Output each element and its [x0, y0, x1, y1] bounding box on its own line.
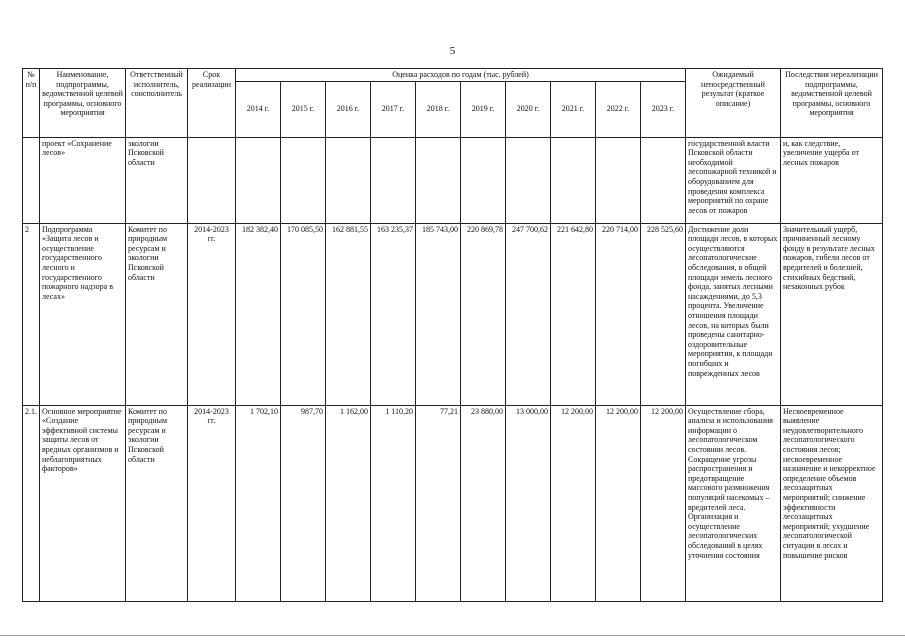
row-value: 247 700,62	[506, 223, 551, 405]
header-consequences: Последствия нереализации подпрограммы, ведомственной целевой программы, основного мероприятия	[781, 69, 883, 138]
row-value	[281, 137, 326, 223]
page-number: 5	[449, 45, 456, 57]
table-row	[23, 405, 883, 601]
header-year: 2022 г.	[596, 81, 641, 137]
table-row	[23, 137, 883, 223]
header-year: 2014 г.	[236, 81, 281, 137]
row-value	[326, 137, 371, 223]
row-value: 221 642,80	[551, 223, 596, 405]
row-value	[461, 137, 506, 223]
header-year: 2021 г.	[551, 81, 596, 137]
header-year: 2019 г.	[461, 81, 506, 137]
row-value: 987,70	[281, 405, 326, 601]
row-value: 182 382,40	[236, 223, 281, 405]
program-table	[22, 68, 883, 602]
header-num: № п/п	[23, 69, 40, 138]
row-value	[551, 137, 596, 223]
header-name: Наименование, подпрограммы, ведомственной целевой программы, основного мероприятия	[40, 69, 126, 138]
row-value: 12 200,00	[596, 405, 641, 601]
row-expected-result: государственной власти Псковской области необходимой лесопожарной техникой и оборудованием для проведения комплекса мероприятий по охране лесов от пожаров	[686, 137, 781, 223]
header-responsible: Ответственный исполнитель, соисполнитель	[126, 69, 188, 138]
row-num: 2	[23, 223, 40, 405]
row-num: 2.1.	[23, 405, 40, 601]
row-expected-result: Достижение доли площади лесов, в которых осуществляются лесопатологические обследования, в общей площади земель лесного фонда, занятых лесными насаждениями, до 5,3 процента. Увеличение отношения площади лесов, на которых были проведены санитарно-оздоровительные мероприятия, к площади погибших и поврежденных лесов	[686, 223, 781, 405]
row-value	[416, 137, 461, 223]
header-year: 2016 г.	[326, 81, 371, 137]
table-row	[23, 223, 883, 405]
row-value: 220 869,78	[461, 223, 506, 405]
row-value: 13 000,00	[506, 405, 551, 601]
row-value: 12 200,00	[641, 405, 686, 601]
row-term: 2014-2023 гг.	[188, 405, 236, 601]
row-value: 170 085,50	[281, 223, 326, 405]
scan-edge-line	[0, 635, 905, 636]
row-name: Подпрограмма «Защита лесов и осуществление государственного лесного и государственного пожарного надзора в лесах»	[40, 223, 126, 405]
row-consequences: и, как следствие, увеличение ущерба от лесных пожаров	[781, 137, 883, 223]
row-value: 12 200,00	[551, 405, 596, 601]
row-value: 163 235,37	[371, 223, 416, 405]
row-value: 220 714,00	[596, 223, 641, 405]
row-value	[371, 137, 416, 223]
row-term: 2014-2023 гг.	[188, 223, 236, 405]
row-value	[596, 137, 641, 223]
header-year: 2023 г.	[641, 81, 686, 137]
row-value	[506, 137, 551, 223]
row-value: 228 525,60	[641, 223, 686, 405]
header-year: 2017 г.	[371, 81, 416, 137]
row-value: 77,21	[416, 405, 461, 601]
header-costs: Оценка расходов по годам (тыс. рублей)	[236, 69, 686, 82]
row-consequences: Несвоевременное выявление неудовлетворительного лесопатологического состояния лесов; несвоевременное назначение и некорректное определение объемов лесозащитных мероприятий; снижение эффективности лесозащитных мероприятий; ухудшение лесопатологической ситуации в лесах и повышение рисков	[781, 405, 883, 601]
row-expected-result: Осуществление сбора, анализа и использования информации о лесопатологическом состоянии лесов. Сокращение угрозы распространения и предотвращение массового размножения популяций насекомых – вредителей леса. Организация и осуществление лесопатологических обследований в целях уточнения состояния	[686, 405, 781, 601]
row-name: Основное мероприятие «Создание эффективной системы защиты лесов от вредных организмов и неблагоприятных факторов»	[40, 405, 126, 601]
row-value: 1 702,10	[236, 405, 281, 601]
row-value: 1 110,20	[371, 405, 416, 601]
row-num	[23, 137, 40, 223]
row-value: 23 880,00	[461, 405, 506, 601]
row-responsible: Комитет по природным ресурсам и экологии Псковской области	[126, 223, 188, 405]
row-value: 1 162,00	[326, 405, 371, 601]
row-responsible: экологии Псковской области	[126, 137, 188, 223]
header-year: 2020 г.	[506, 81, 551, 137]
header-year: 2018 г.	[416, 81, 461, 137]
row-value	[236, 137, 281, 223]
header-expected-result: Ожидаемый непосредственный результат (краткое описание)	[686, 69, 781, 138]
row-value: 185 743,00	[416, 223, 461, 405]
row-value: 162 881,55	[326, 223, 371, 405]
row-responsible: Комитет по природным ресурсам и экологии Псковской области	[126, 405, 188, 601]
row-term	[188, 137, 236, 223]
row-consequences: Значительный ущерб, причиненный лесному фонду в результате лесных пожаров, гибели лесов от вредителей и болезней, стихийных бедствий, незаконных рубок	[781, 223, 883, 405]
row-value	[641, 137, 686, 223]
row-name: проект «Сохранение лесов»	[40, 137, 126, 223]
header-year: 2015 г.	[281, 81, 326, 137]
header-term: Срок реализации	[188, 69, 236, 138]
